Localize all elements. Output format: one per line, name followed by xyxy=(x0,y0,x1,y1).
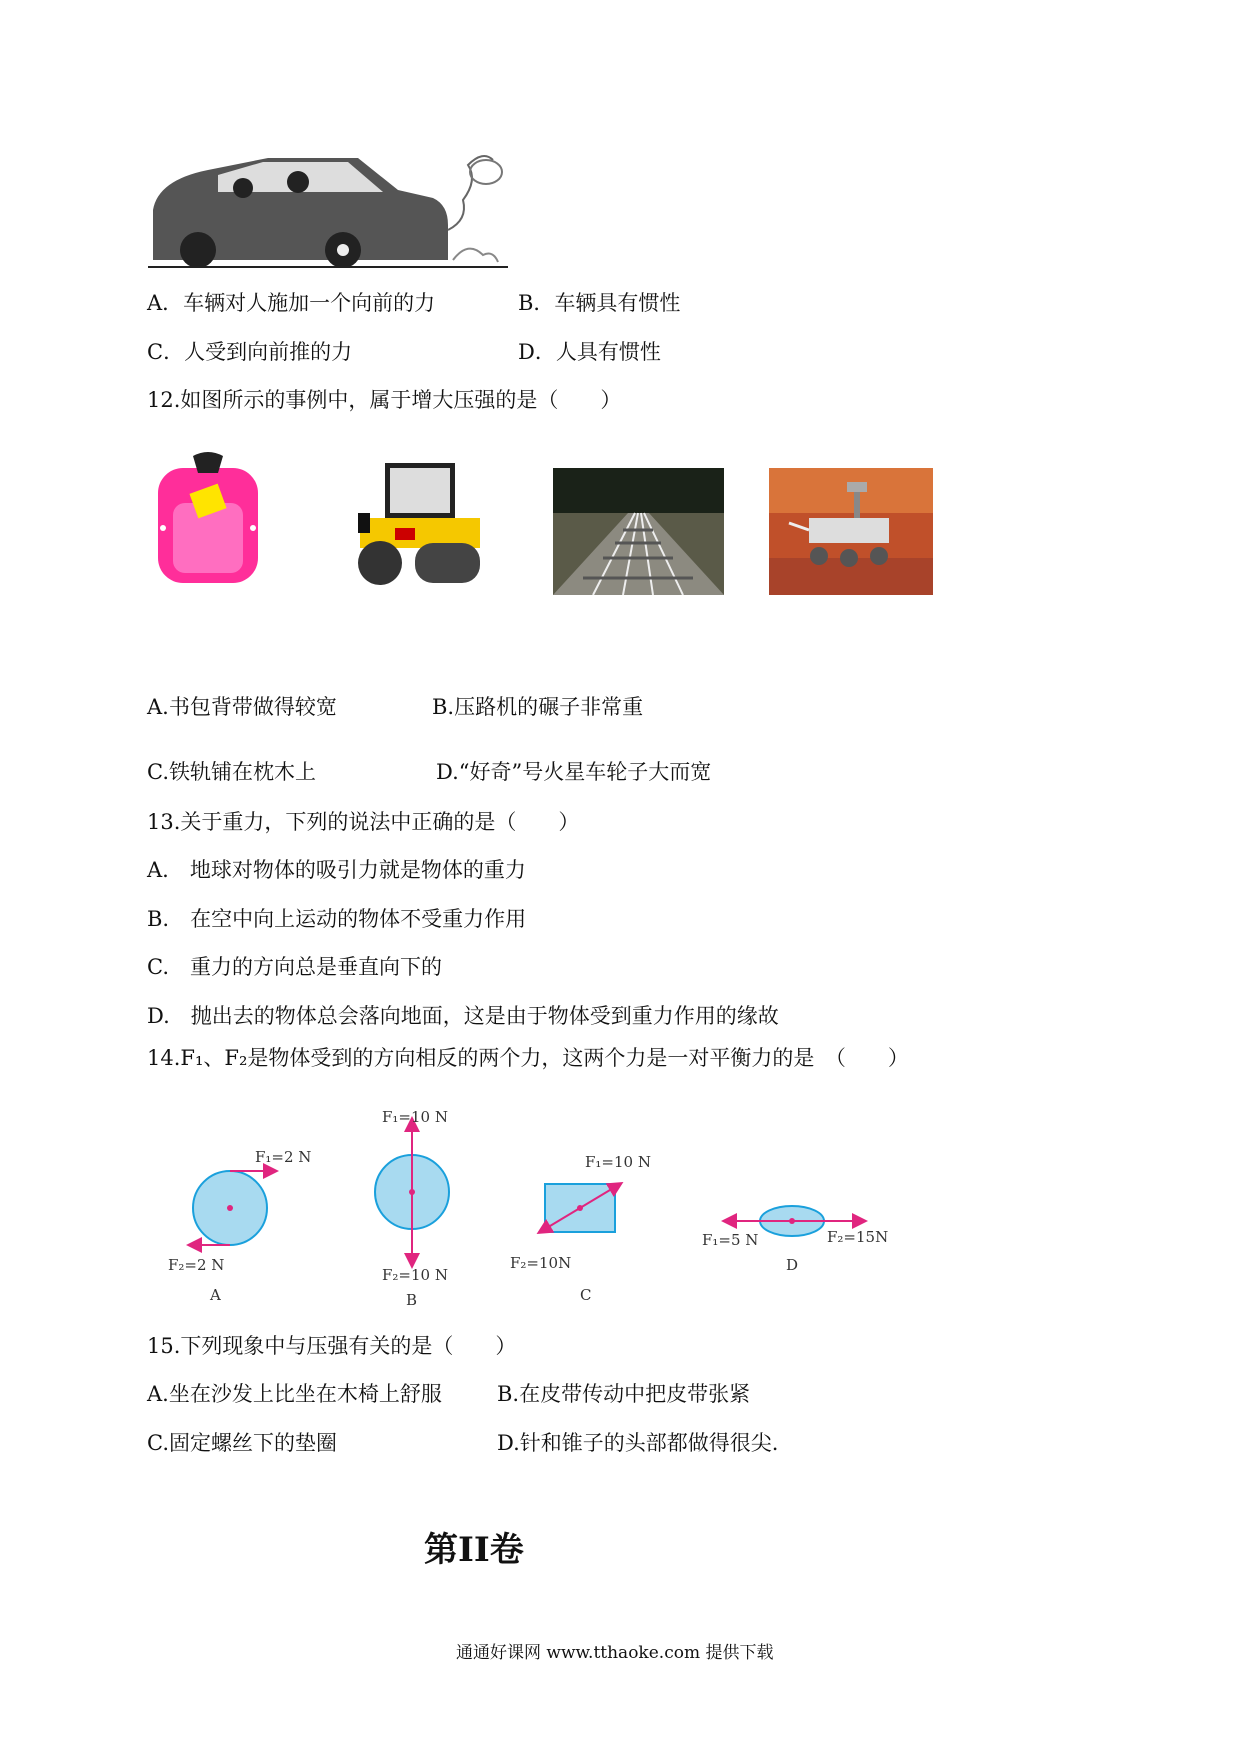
q12-option-b: B.压路机的碾子非常重 xyxy=(432,695,644,719)
railway-track-image xyxy=(553,468,724,595)
car-illustration xyxy=(148,150,508,270)
q12-option-a: A.书包背带做得较宽 xyxy=(147,695,337,719)
force-diagrams xyxy=(150,1100,910,1315)
diagram-b xyxy=(375,1108,449,1309)
q15-option-b: B.在皮带传动中把皮带张紧 xyxy=(497,1382,751,1406)
diagram-b-f1: F₁=10 N xyxy=(382,1108,448,1126)
q11-option-a: A．车辆对人施加一个向前的力 xyxy=(147,291,436,315)
diagram-d xyxy=(702,1206,888,1274)
q14-stem: 14.F₁、F₂是物体受到的方向相反的两个力，这两个力是一对平衡力的是 （ ） xyxy=(147,1046,909,1070)
diagram-d-letter: D xyxy=(786,1256,799,1274)
q15-option-d: D.针和锥子的头部都做得很尖. xyxy=(497,1431,779,1455)
q11-option-b: B．车辆具有惯性 xyxy=(518,291,681,315)
page-footer: 通通好课网 www.tthaoke.com 提供下载 xyxy=(456,1643,774,1663)
diagram-a-letter: A xyxy=(210,1286,221,1304)
diagram-a-f2: F₂=2 N xyxy=(168,1256,225,1274)
diagram-c-f1: F₁=10 N xyxy=(585,1153,651,1171)
section-title: 第II卷 xyxy=(424,1530,524,1570)
schoolbag-image xyxy=(148,448,268,593)
q13-option-c: C. 重力的方向总是垂直向下的 xyxy=(147,955,442,979)
q15-option-c: C.固定螺丝下的垫圈 xyxy=(147,1431,337,1455)
diagram-b-letter: B xyxy=(406,1291,418,1309)
q12-option-d: D.“好奇”号火星车轮子大而宽 xyxy=(436,760,712,784)
q12-option-c: C.铁轨铺在枕木上 xyxy=(147,760,316,784)
q13-option-b: B. 在空中向上运动的物体不受重力作用 xyxy=(147,907,527,931)
diagram-c-letter: C xyxy=(580,1286,592,1304)
road-roller-image xyxy=(350,458,485,588)
q13-stem: 13.关于重力，下列的说法中正确的是（ ） xyxy=(147,810,580,834)
diagram-a-f1: F₁=2 N xyxy=(255,1148,312,1166)
diagram-b-f2: F₂=10 N xyxy=(382,1266,448,1284)
q11-option-c: C．人受到向前推的力 xyxy=(147,340,353,364)
q13-option-d: D. 抛出去的物体总会落向地面，这是由于物体受到重力作用的缘故 xyxy=(147,1004,779,1028)
diagram-a xyxy=(168,1148,311,1304)
mars-rover-image xyxy=(769,468,933,595)
diagram-c-f2: F₂=10N xyxy=(510,1254,572,1272)
q15-stem: 15.下列现象中与压强有关的是（ ） xyxy=(147,1334,517,1358)
q11-option-d: D．人具有惯性 xyxy=(518,340,661,364)
diagram-c xyxy=(510,1153,651,1304)
diagram-d-f1: F₁=5 N xyxy=(702,1231,759,1249)
q15-option-a: A.坐在沙发上比坐在木椅上舒服 xyxy=(147,1382,442,1406)
diagram-d-f2: F₂=15N xyxy=(827,1228,889,1246)
q12-stem: 12.如图所示的事例中，属于增大压强的是（ ） xyxy=(147,388,622,412)
q13-option-a: A. 地球对物体的吸引力就是物体的重力 xyxy=(147,858,526,882)
